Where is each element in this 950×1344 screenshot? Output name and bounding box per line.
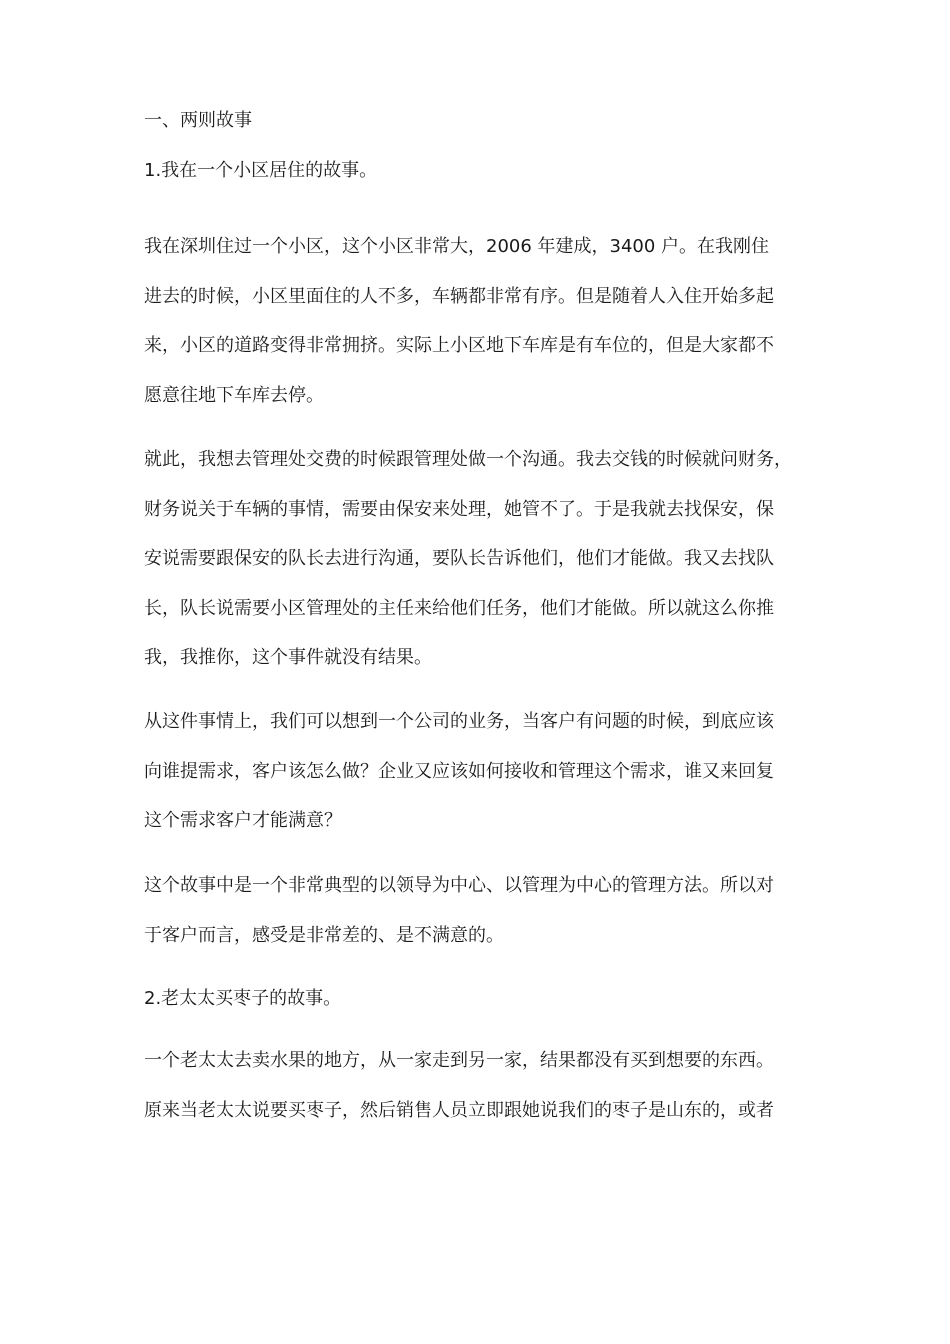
paragraph-line: 这个需求客户才能满意？ [144,810,342,831]
story2-title-text: 2.老太太买枣子的故事。 [144,988,342,1009]
paragraph-line: 一个老太太去卖水果的地方，从一家走到另一家，结果都没有买到想要的东西。 [144,1050,774,1071]
paragraph-line: 这个故事中是一个非常典型的以领导为中心、以管理为中心的管理方法。所以对 [144,875,774,896]
paragraph-line: 财务说关于车辆的事情，需要由保安来处理，她管不了。于是我就去找保安，保 [144,498,774,520]
section-title [144,96,824,146]
paragraph-5 [144,1036,824,1135]
story1-title-text: 1.我在一个小区居住的故事。 [144,160,378,181]
paragraph-line: 安说需要跟保安的队长去进行沟通，要队长告诉他们，他们才能做。我又去找队 [144,548,774,569]
section-title-text: 一、两则故事 [144,110,252,131]
paragraph-line: 从这件事情上，我们可以想到一个公司的业务，当客户有问题的时候，到底应该 [144,711,774,732]
story1-title [144,146,824,196]
paragraph-3 [144,697,824,846]
paragraph-line: 愿意往地下车库去停。 [144,384,324,406]
paragraph-line: 我在深圳住过一个小区，这个小区非常大，2006 年建成，3400 户。在我刚住 [144,236,770,257]
paragraph-line: 原来当老太太说要买枣子，然后销售人员立即跟她说我们的枣子是山东的，或者 [144,1099,774,1121]
paragraph-line: 向谁提需求，客户该怎么做？企业又应该如何接收和管理这个需求，谁又来回复 [144,760,774,782]
story2-title [144,974,824,1024]
paragraph-1 [144,222,824,420]
paragraph-line: 来，小区的道路变得非常拥挤。实际上小区地下车库是有车位的，但是大家都不 [144,335,774,356]
paragraph-line: 于客户而言，感受是非常差的、是不满意的。 [144,924,504,946]
paragraph-line: 就此，我想去管理处交费的时候跟管理处做一个沟通。我去交钱的时候就问财务， [144,449,792,470]
paragraph-2 [144,435,824,683]
paragraph-line: 长，队长说需要小区管理处的主任来给他们任务，他们才能做。所以就这么你推 [144,597,774,619]
paragraph-line: 进去的时候，小区里面住的人不多，车辆都非常有序。但是随着人入住开始多起 [144,285,774,307]
paragraph-line: 我，我推你，这个事件就没有结果。 [144,647,432,668]
paragraph-4 [144,861,824,960]
